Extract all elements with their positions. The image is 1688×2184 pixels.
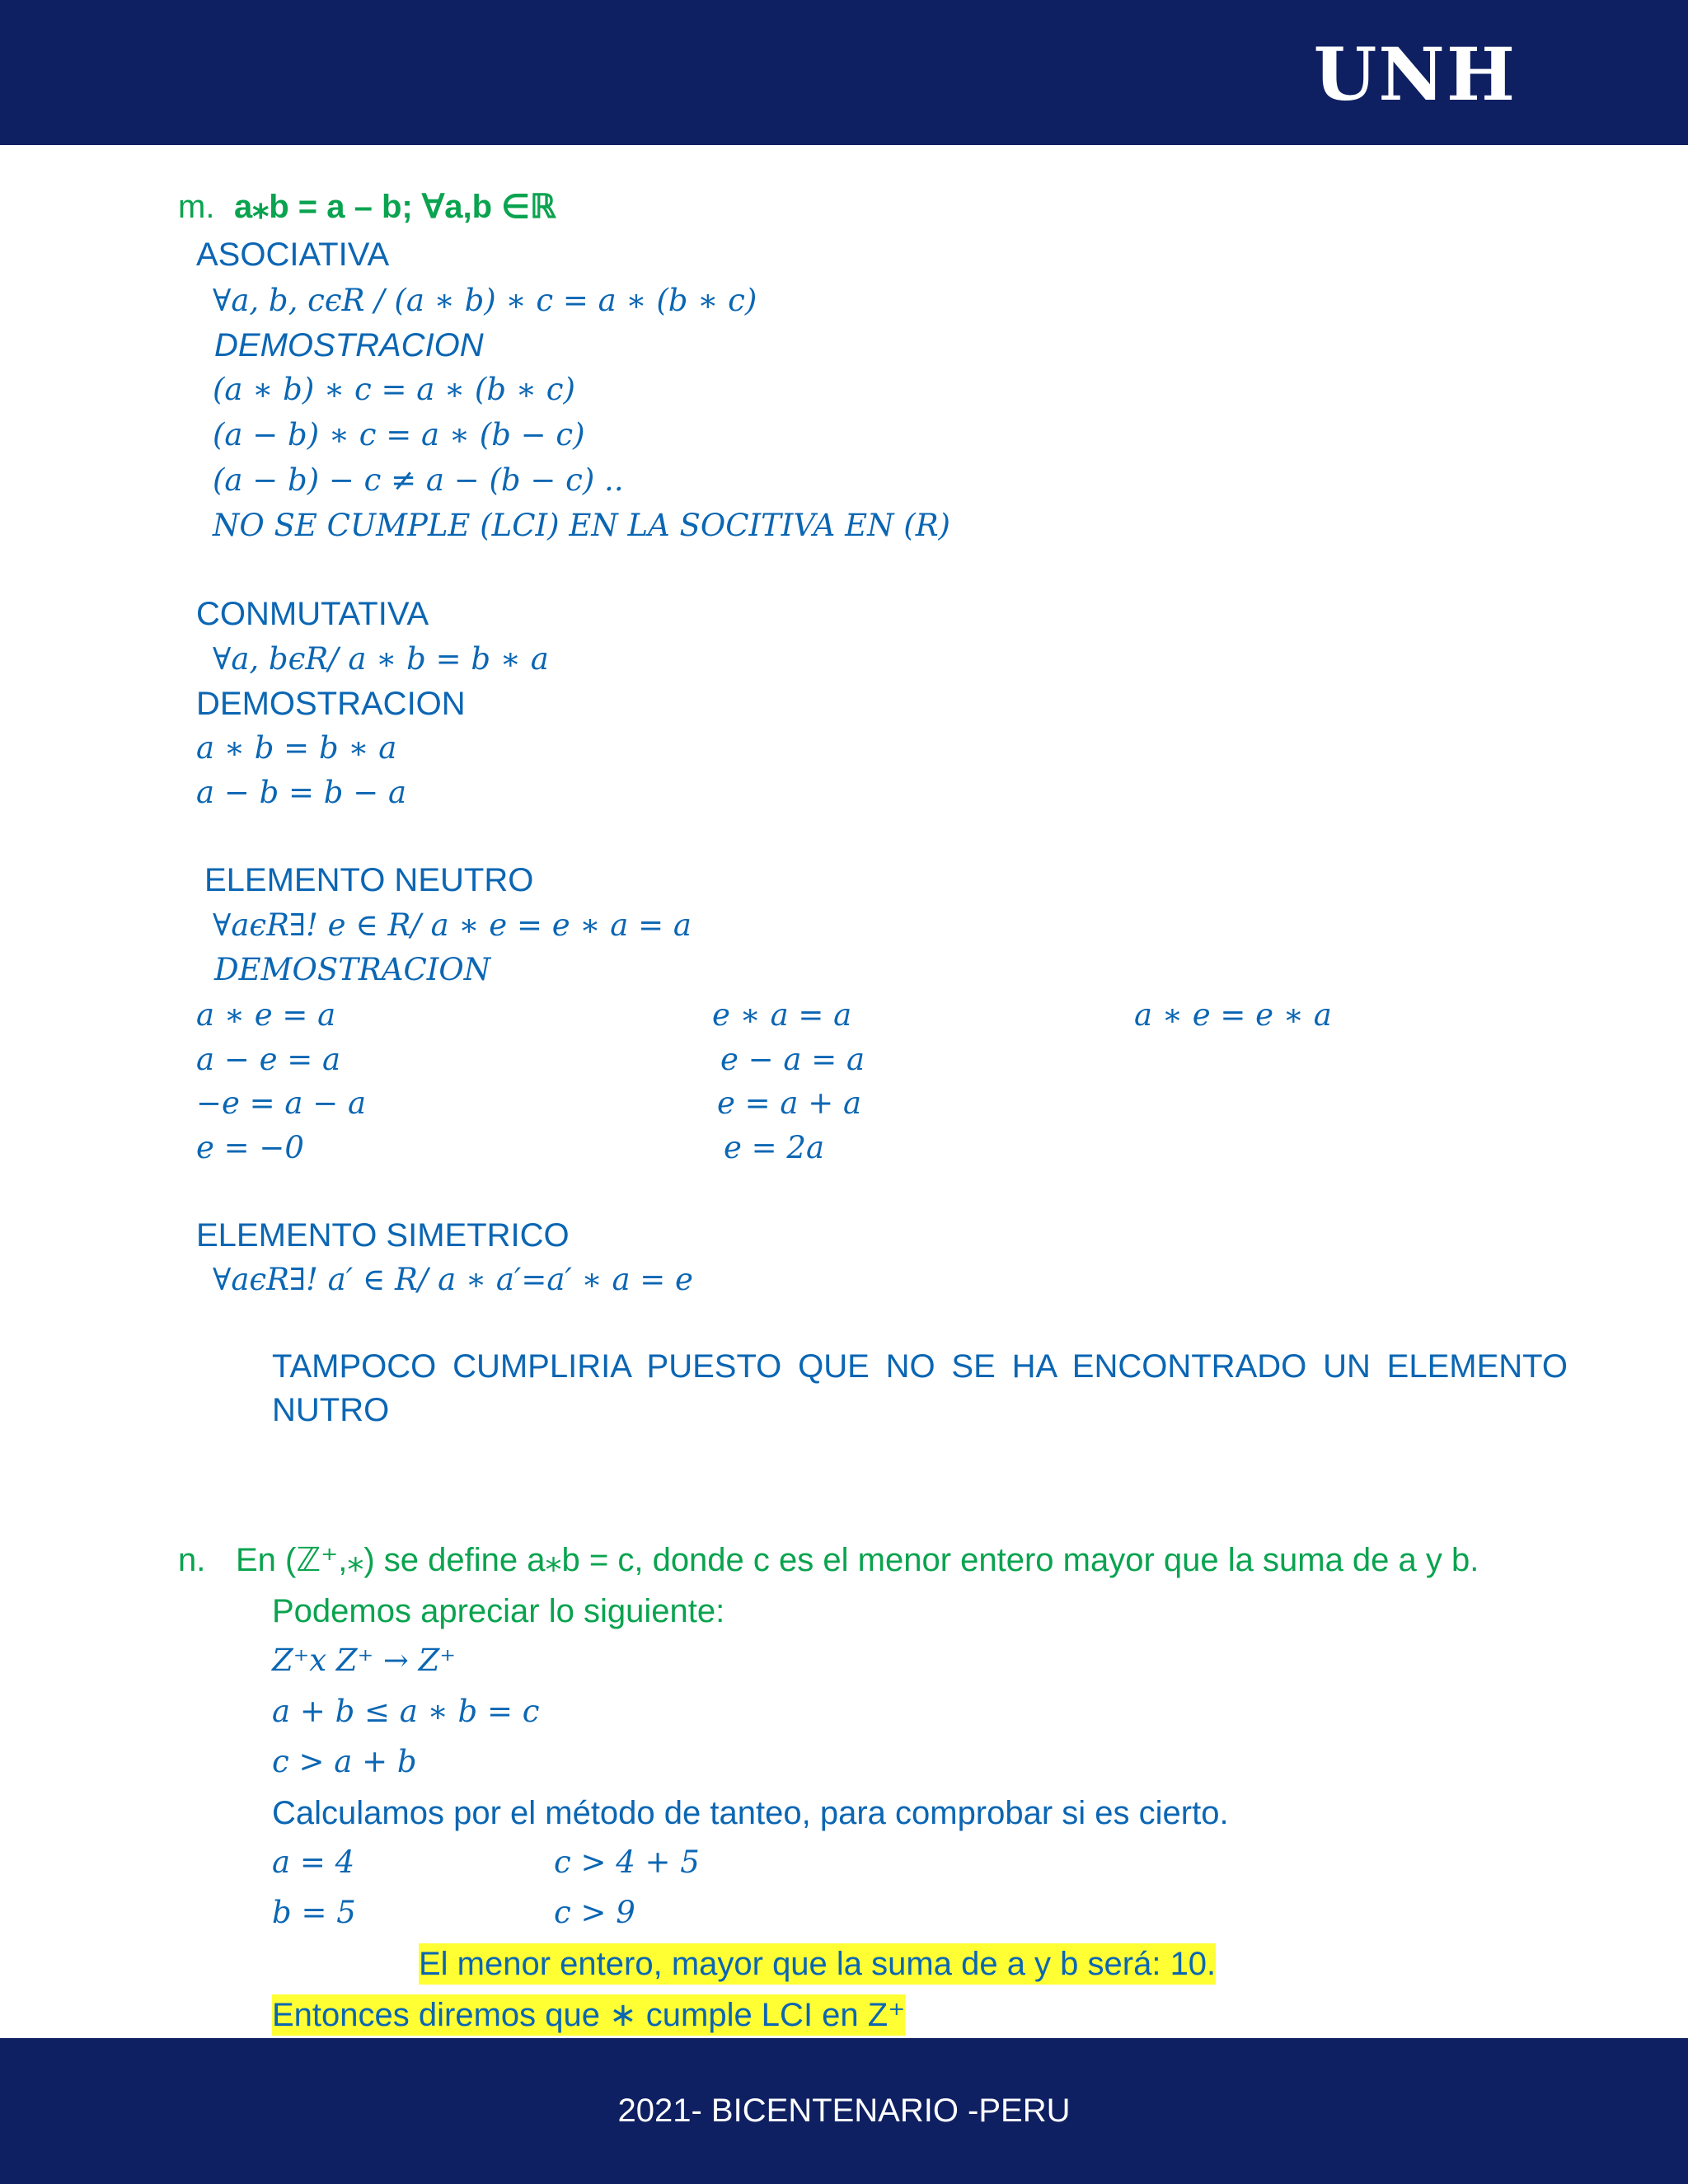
conmutativa-line: a ∗ b = b ∗ a <box>196 730 397 766</box>
conmutativa-demo-label: DEMOSTRACION <box>196 686 466 722</box>
item-n-tanteo: Calculamos por el método de tanteo, para comprobar si es cierto. <box>272 1795 1229 1831</box>
header-band <box>0 0 1688 145</box>
tanteo-col2-line: c > 9 <box>554 1895 635 1930</box>
neutro-col1-line: a − e = a <box>196 1042 341 1077</box>
neutro-col1-line: −e = a − a <box>196 1085 367 1121</box>
tanteo-col1-line: b = 5 <box>272 1895 356 1930</box>
item-n-line: Z⁺x Z⁺ → Z⁺ <box>272 1643 456 1678</box>
asociativa-definition: ∀a, b, cϵR / (a ∗ b) ∗ c = a ∗ (b ∗ c) <box>213 283 757 318</box>
asociativa-line: (a − b) ∗ c = a ∗ (b − c) <box>213 417 585 452</box>
item-n-intro: Podemos apreciar lo siguiente: <box>272 1593 725 1629</box>
item-marker-m: m. <box>178 189 215 225</box>
neutro-heading: ELEMENTO NEUTRO <box>204 862 534 898</box>
simetrico-heading: ELEMENTO SIMETRICO <box>196 1217 570 1254</box>
item-n-line: c > a + b <box>272 1744 417 1779</box>
footer-text: 2021- BICENTENARIO -PERU <box>617 2093 1071 2129</box>
neutro-col2-line: e = a + a <box>717 1085 862 1121</box>
asociativa-line: (a ∗ b) ∗ c = a ∗ (b ∗ c) <box>213 372 575 407</box>
conmutativa-heading: CONMUTATIVA <box>196 596 429 632</box>
simetrico-definition: ∀aϵR∃! a′ ∈ R/ a ∗ a′=a′ ∗ a = e <box>213 1262 693 1297</box>
item-marker-n: n. <box>178 1542 206 1578</box>
asociativa-heading: ASOCIATIVA <box>196 237 390 273</box>
neutro-demo-label: DEMOSTRACION <box>214 952 491 987</box>
asociativa-conclusion: NO SE CUMPLE (LCI) EN LA SOCITIVA EN (R) <box>213 508 950 543</box>
neutro-col2-line: e − a = a <box>720 1042 865 1077</box>
neutro-col2-line: e = 2a <box>724 1130 825 1165</box>
item-n-statement: En (ℤ⁺,⁎) se define a⁎b = c, donde c es el menor entero mayor que la suma de a y b. <box>236 1542 1479 1578</box>
item-m-title: a⁎b = a – b; ∀a,b ∈ℝ <box>234 189 556 225</box>
tanteo-col2-line: c > 4 + 5 <box>554 1844 700 1880</box>
neutro-definition: ∀aϵR∃! e ∈ R/ a ∗ e = e ∗ a = a <box>213 907 692 943</box>
item-n-line: a + b ≤ a ∗ b = c <box>272 1694 540 1729</box>
conmutativa-definition: ∀a, bϵR/ a ∗ b = b ∗ a <box>213 641 549 677</box>
neutro-col1-line: e = −0 <box>196 1130 304 1165</box>
asociativa-demo-label: DEMOSTRACION <box>214 327 484 363</box>
neutro-col2-line: e ∗ a = a <box>712 997 852 1033</box>
unh-logo: UNH <box>1313 31 1517 117</box>
conmutativa-line: a − b = b − a <box>196 775 407 810</box>
tanteo-col1-line: a = 4 <box>272 1844 355 1880</box>
neutro-col3-line: a ∗ e = e ∗ a <box>1134 997 1332 1033</box>
item-n-result-highlight: El menor entero, mayor que la suma de a y b será: 10. <box>419 1943 1216 1985</box>
asociativa-line: (a − b) − c ≠ a − (b − c) .. <box>213 462 624 498</box>
item-n-conclusion-highlight: Entonces diremos que ∗ cumple LCI en Z⁺ <box>272 1994 905 2036</box>
neutro-col1-line: a ∗ e = a <box>196 997 336 1033</box>
simetrico-note: TAMPOCO CUMPLIRIA PUESTO QUE NO SE HA ENCONTRADO UN ELEMENTO NUTRO <box>272 1348 1568 1428</box>
